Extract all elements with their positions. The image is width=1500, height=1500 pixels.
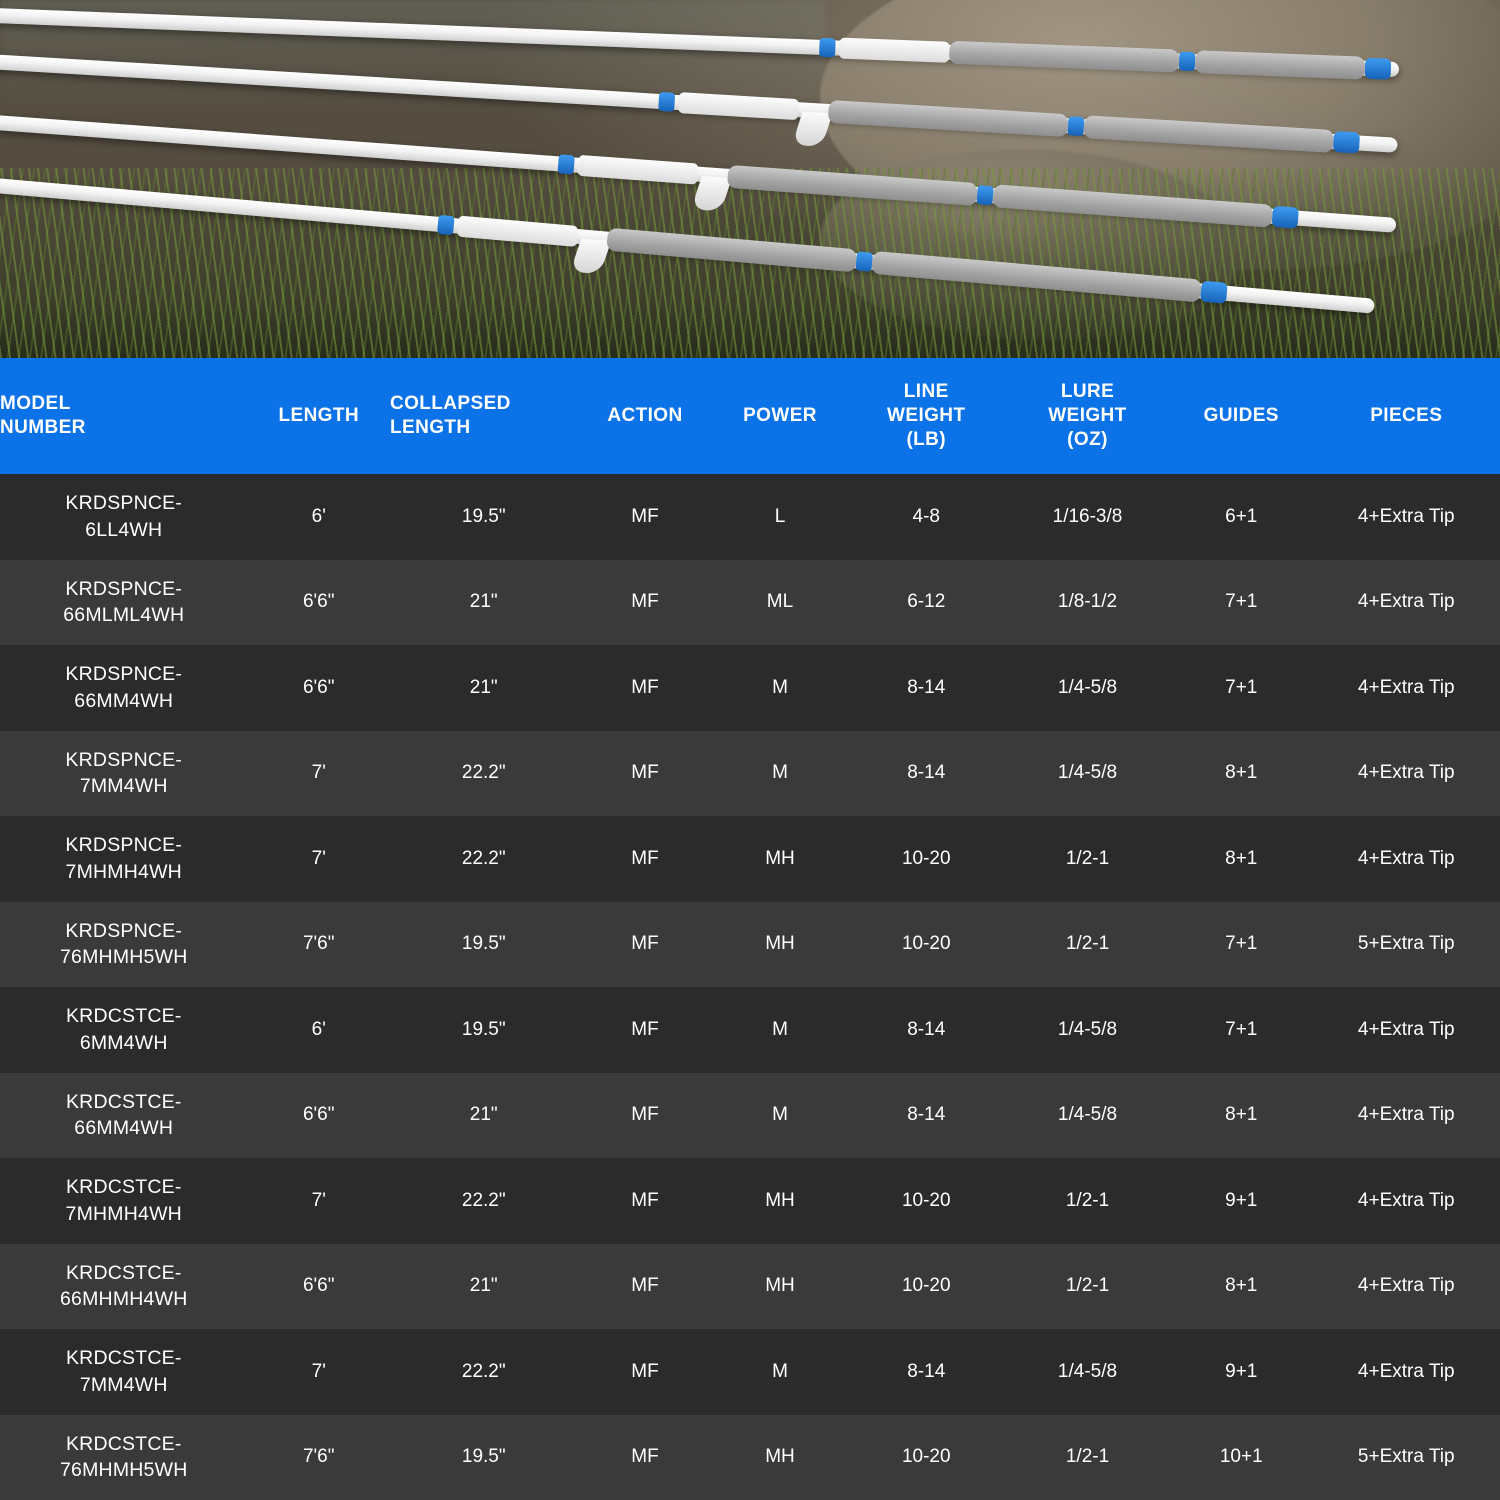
cell-collapsed-length: 21" — [469, 1104, 498, 1126]
cell-action: MF — [631, 1275, 659, 1297]
cell-lure-weight: 1/2-1 — [1065, 933, 1110, 955]
column-header-action: ACTION — [578, 358, 713, 474]
cell-action: MF — [631, 933, 659, 955]
column-header-model-number: MODEL NUMBER — [0, 358, 248, 474]
cell-line-weight: 8-14 — [907, 762, 946, 784]
cell-pieces: 4+Extra Tip — [1357, 762, 1455, 784]
cell-line-weight: 10-20 — [901, 933, 951, 955]
cell-guides: 9+1 — [1225, 1189, 1258, 1211]
cell-action: MF — [631, 676, 659, 698]
cell-line-weight: 8-14 — [907, 1104, 946, 1126]
cell-line-weight: 4-8 — [912, 505, 940, 527]
cell-guides: 9+1 — [1225, 1360, 1258, 1382]
table-row — [0, 1329, 1500, 1415]
cell-model-number: KRDCSTCE- 6MM4WH — [65, 1005, 182, 1054]
cell-pieces: 5+Extra Tip — [1357, 1446, 1455, 1468]
cell-line-weight: 10-20 — [901, 847, 951, 869]
cell-model-number: KRDSPNCE- 76MHMH5WH — [60, 919, 188, 969]
cell-pieces: 4+Extra Tip — [1357, 1189, 1455, 1211]
cell-pieces: 4+Extra Tip — [1357, 591, 1455, 613]
cell-lure-weight: 1/4-5/8 — [1057, 1018, 1118, 1040]
cell-pieces: 4+Extra Tip — [1357, 1104, 1455, 1126]
cell-guides: 8+1 — [1225, 1275, 1258, 1297]
cell-collapsed-length: 22.2" — [461, 1189, 506, 1211]
cell-action: MF — [631, 1018, 659, 1040]
column-header-power: POWER — [713, 358, 848, 474]
specification-table — [0, 358, 1500, 1500]
cell-action: MF — [631, 1360, 659, 1382]
cell-lure-weight: 1/2-1 — [1065, 1275, 1110, 1297]
column-header-guides: GUIDES — [1170, 358, 1313, 474]
cell-pieces: 4+Extra Tip — [1357, 676, 1455, 698]
cell-collapsed-length: 19.5" — [461, 1018, 506, 1040]
cell-guides: 7+1 — [1225, 676, 1258, 698]
table-row — [0, 902, 1500, 988]
cell-power: ML — [766, 591, 794, 613]
cell-pieces: 4+Extra Tip — [1357, 1275, 1455, 1297]
table-row — [0, 645, 1500, 731]
column-header-lure-weight: LURE WEIGHT (OZ) — [1005, 358, 1170, 474]
cell-power: M — [772, 1018, 788, 1040]
table-row — [0, 560, 1500, 646]
cell-action: MF — [631, 847, 659, 869]
cell-model-number: KRDSPNCE- 66MM4WH — [65, 663, 183, 712]
table-body — [0, 474, 1500, 1500]
table-row — [0, 1073, 1500, 1159]
cell-action: MF — [631, 1189, 659, 1211]
cell-model-number: KRDCSTCE- 7MM4WH — [65, 1347, 182, 1396]
cell-line-weight: 10-20 — [901, 1446, 951, 1468]
cell-model-number: KRDCSTCE- 66MHMH4WH — [60, 1261, 188, 1311]
cell-length: 6'6" — [302, 591, 335, 613]
cell-length: 6'6" — [302, 676, 335, 698]
cell-length: 7' — [311, 1189, 326, 1211]
column-header-collapsed-length: COLLAPSED LENGTH — [390, 358, 578, 474]
cell-length: 6' — [311, 505, 326, 527]
cell-power: MH — [765, 1446, 795, 1468]
cell-line-weight: 6-12 — [907, 591, 946, 613]
column-header-pieces: PIECES — [1313, 358, 1500, 474]
table-row — [0, 987, 1500, 1073]
table-row — [0, 474, 1500, 560]
table-row — [0, 731, 1500, 817]
cell-pieces: 4+Extra Tip — [1357, 1360, 1455, 1382]
cell-action: MF — [631, 505, 659, 527]
cell-action: MF — [631, 591, 659, 613]
cell-lure-weight: 1/4-5/8 — [1057, 762, 1118, 784]
product-hero-image — [0, 0, 1500, 358]
cell-model-number: KRDCSTCE- 76MHMH5WH — [60, 1432, 188, 1482]
cell-line-weight: 10-20 — [901, 1189, 951, 1211]
cell-line-weight: 8-14 — [907, 1360, 946, 1382]
cell-length: 7'6" — [302, 1446, 335, 1468]
cell-line-weight: 10-20 — [901, 1275, 951, 1297]
cell-collapsed-length: 19.5" — [461, 505, 506, 527]
cell-action: MF — [631, 1104, 659, 1126]
cell-length: 6'6" — [302, 1275, 335, 1297]
cell-length: 7' — [311, 762, 326, 784]
cell-power: MH — [765, 1189, 795, 1211]
cell-power: MH — [765, 847, 795, 869]
cell-length: 6' — [311, 1018, 326, 1040]
cell-collapsed-length: 21" — [469, 591, 498, 613]
cell-model-number: KRDSPNCE- 7MM4WH — [65, 748, 183, 798]
cell-guides: 8+1 — [1225, 1104, 1258, 1126]
cell-pieces: 4+Extra Tip — [1357, 847, 1455, 869]
cell-line-weight: 8-14 — [907, 1018, 946, 1040]
cell-collapsed-length: 21" — [469, 676, 498, 698]
cell-pieces: 5+Extra Tip — [1357, 933, 1455, 955]
cell-lure-weight: 1/2-1 — [1065, 1446, 1110, 1468]
cell-lure-weight: 1/16-3/8 — [1052, 505, 1123, 527]
cell-power: M — [772, 762, 788, 784]
cell-collapsed-length: 21" — [469, 1275, 498, 1297]
table-row — [0, 816, 1500, 902]
cell-action: MF — [631, 1446, 659, 1468]
cell-model-number: KRDCSTCE- 7MHMH4WH — [65, 1176, 182, 1225]
cell-model-number: KRDCSTCE- 66MM4WH — [65, 1090, 182, 1140]
cell-lure-weight: 1/4-5/8 — [1057, 1104, 1118, 1126]
cell-power: MH — [765, 933, 795, 955]
cell-lure-weight: 1/8-1/2 — [1057, 591, 1118, 613]
cell-action: MF — [631, 762, 659, 784]
cell-lure-weight: 1/4-5/8 — [1057, 1360, 1118, 1382]
cell-power: M — [772, 676, 788, 698]
cell-line-weight: 8-14 — [907, 676, 946, 698]
cell-model-number: KRDSPNCE- 66MLML4WH — [63, 577, 185, 627]
cell-collapsed-length: 22.2" — [461, 1360, 506, 1382]
cell-collapsed-length: 19.5" — [461, 933, 506, 955]
table-row — [0, 1244, 1500, 1330]
cell-guides: 8+1 — [1225, 847, 1258, 869]
cell-length: 7'6" — [302, 933, 335, 955]
cell-lure-weight: 1/2-1 — [1065, 1189, 1110, 1211]
cell-power: MH — [765, 1275, 795, 1297]
cell-model-number: KRDSPNCE- 6LL4WH — [65, 492, 183, 541]
column-header-length: LENGTH — [248, 358, 391, 474]
column-header-line-weight: LINE WEIGHT (LB) — [848, 358, 1006, 474]
table-header-row — [0, 358, 1500, 474]
cell-guides: 7+1 — [1225, 591, 1258, 613]
cell-length: 6'6" — [302, 1104, 335, 1126]
cell-power: M — [772, 1104, 788, 1126]
cell-guides: 7+1 — [1225, 933, 1258, 955]
table-row — [0, 1158, 1500, 1244]
table-header — [0, 358, 1500, 474]
cell-power: L — [774, 505, 786, 527]
cell-lure-weight: 1/2-1 — [1065, 847, 1110, 869]
cell-collapsed-length: 22.2" — [461, 762, 506, 784]
table-row — [0, 1415, 1500, 1500]
cell-pieces: 4+Extra Tip — [1357, 1018, 1455, 1040]
cell-guides: 7+1 — [1225, 1018, 1258, 1040]
cell-length: 7' — [311, 1360, 326, 1382]
cell-power: M — [772, 1360, 788, 1382]
cell-guides: 6+1 — [1225, 505, 1258, 527]
cell-collapsed-length: 22.2" — [461, 847, 506, 869]
cell-model-number: KRDSPNCE- 7MHMH4WH — [65, 834, 183, 883]
cell-pieces: 4+Extra Tip — [1357, 505, 1455, 527]
cell-guides: 10+1 — [1219, 1446, 1263, 1468]
cell-lure-weight: 1/4-5/8 — [1057, 676, 1118, 698]
cell-collapsed-length: 19.5" — [461, 1446, 506, 1468]
cell-guides: 8+1 — [1225, 762, 1258, 784]
cell-length: 7' — [311, 847, 326, 869]
